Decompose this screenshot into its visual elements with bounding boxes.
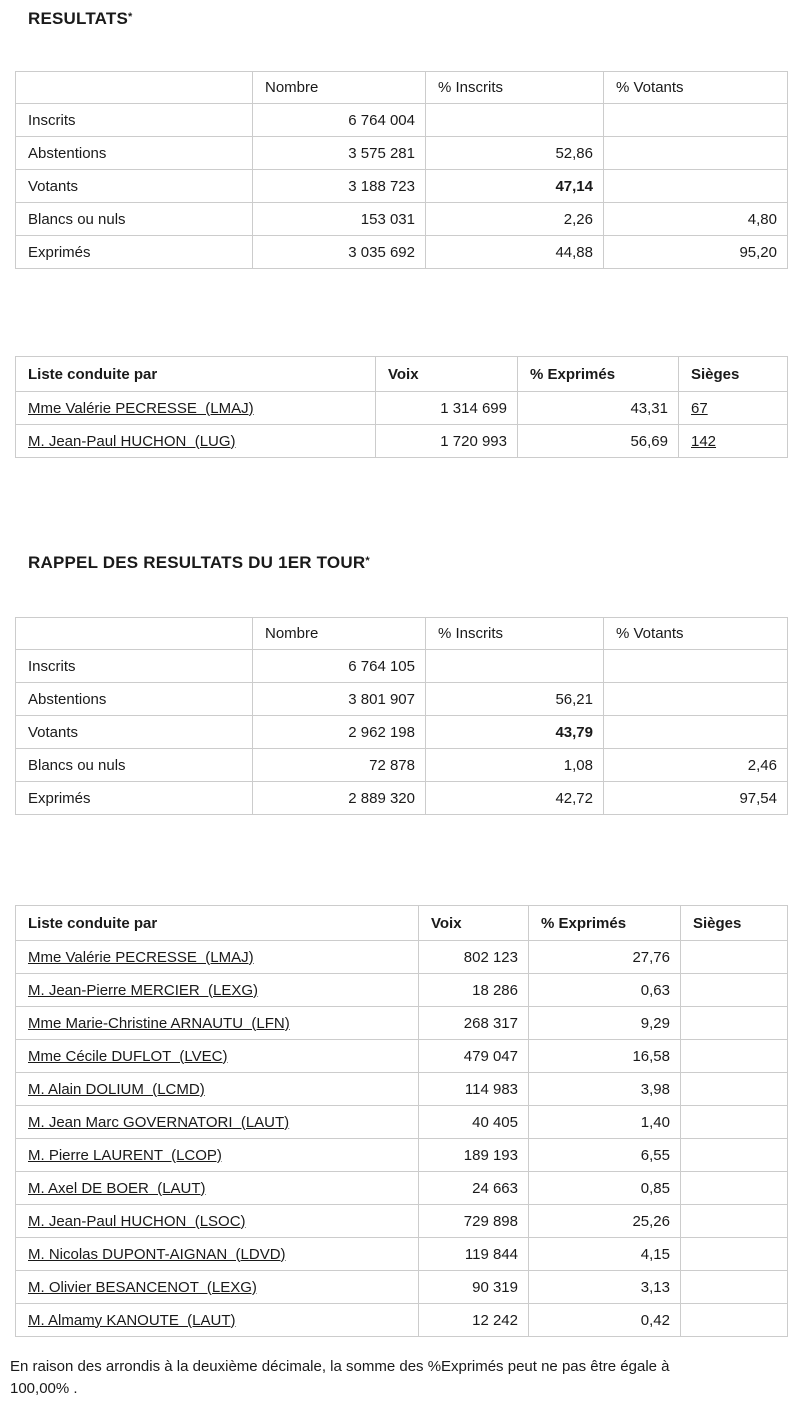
voix-cell: 802 123 (419, 941, 529, 974)
lists-header-liste: Liste conduite par (16, 357, 376, 392)
candidate-link[interactable]: M. Alain DOLIUM (LCMD) (28, 1080, 205, 1098)
sieges-cell (681, 1040, 788, 1073)
table-row (16, 1304, 788, 1337)
candidate-cell (16, 1007, 419, 1040)
pct-inscrits-cell: 42,72 (426, 782, 604, 815)
stats-header-empty (16, 72, 253, 104)
voix-cell: 12 242 (419, 1304, 529, 1337)
table-row (16, 1139, 788, 1172)
sieges-cell (681, 974, 788, 1007)
round1-lists-table (15, 905, 788, 1337)
rappel-title (28, 553, 800, 573)
stats-header-empty (16, 618, 253, 650)
row-label-cell: Exprimés (16, 236, 253, 269)
table-header-row (16, 618, 788, 650)
pct-inscrits-cell: 56,21 (426, 683, 604, 716)
lists-header-pct-exprimes: % Exprimés (518, 357, 679, 392)
sieges-link[interactable]: 142 (691, 432, 717, 450)
rounding-footnote-line1: En raison des arrondis à la deuxième décimale, la somme des %Exprimés peut ne pas être égale à (10, 1358, 670, 1375)
candidate-link[interactable]: Mme Valérie PECRESSE (LMAJ) (28, 948, 254, 966)
table-row (16, 716, 788, 749)
round2-lists-table (15, 356, 788, 458)
lists-header-sieges: Sièges (681, 906, 788, 941)
candidate-link[interactable]: Mme Valérie PECRESSE (LMAJ) (28, 399, 254, 417)
voix-cell: 268 317 (419, 1007, 529, 1040)
table-row (16, 236, 788, 269)
sieges-cell (681, 1139, 788, 1172)
pct-exprimes-cell: 1,40 (529, 1106, 681, 1139)
table-row (16, 1238, 788, 1271)
table-header-row (16, 72, 788, 104)
candidate-link[interactable]: M. Jean-Pierre MERCIER (LEXG) (28, 981, 259, 999)
pct-inscrits-cell: 2,26 (426, 203, 604, 236)
sieges-cell (681, 1271, 788, 1304)
pct-exprimes-cell: 0,85 (529, 1172, 681, 1205)
sieges-cell (679, 425, 788, 458)
table-row (16, 425, 788, 458)
nombre-cell: 72 878 (253, 749, 426, 782)
nombre-cell: 3 035 692 (253, 236, 426, 269)
table-row (16, 1271, 788, 1304)
table-row (16, 782, 788, 815)
pct-inscrits-cell (426, 650, 604, 683)
table-row (16, 1040, 788, 1073)
lists-header-pct-exprimes: % Exprimés (529, 906, 681, 941)
candidate-cell (16, 1106, 419, 1139)
sieges-cell (681, 1073, 788, 1106)
table-row (16, 683, 788, 716)
pct-exprimes-cell: 3,98 (529, 1073, 681, 1106)
table-row (16, 104, 788, 137)
voix-cell: 40 405 (419, 1106, 529, 1139)
table-row (16, 1073, 788, 1106)
nombre-cell: 2 889 320 (253, 782, 426, 815)
candidate-link[interactable]: M. Axel DE BOER (LAUT) (28, 1179, 206, 1197)
row-label-cell: Blancs ou nuls (16, 749, 253, 782)
table-row (16, 1172, 788, 1205)
sieges-cell (679, 392, 788, 425)
stats-header-pct-inscrits: % Inscrits (426, 72, 604, 104)
candidate-cell (16, 1304, 419, 1337)
pct-exprimes-cell: 27,76 (529, 941, 681, 974)
candidate-link[interactable]: M. Pierre LAURENT (LCOP) (28, 1146, 222, 1164)
table-row (16, 749, 788, 782)
pct-exprimes-cell: 25,26 (529, 1205, 681, 1238)
nombre-cell: 3 801 907 (253, 683, 426, 716)
nombre-cell: 6 764 004 (253, 104, 426, 137)
pct-votants-cell (604, 716, 788, 749)
table-row (16, 392, 788, 425)
results-title (28, 9, 800, 29)
voix-cell: 729 898 (419, 1205, 529, 1238)
rounding-footnote (10, 1356, 790, 1400)
pct-exprimes-cell: 4,15 (529, 1238, 681, 1271)
round1-stats-table (15, 617, 788, 815)
pct-votants-cell (604, 104, 788, 137)
sieges-cell (681, 1304, 788, 1337)
table-row (16, 650, 788, 683)
candidate-link[interactable]: M. Jean-Paul HUCHON (LUG) (28, 432, 236, 450)
candidate-link[interactable]: Mme Cécile DUFLOT (LVEC) (28, 1047, 228, 1065)
sieges-cell (681, 1106, 788, 1139)
pct-votants-cell: 4,80 (604, 203, 788, 236)
table-header-row (16, 357, 788, 392)
voix-cell: 24 663 (419, 1172, 529, 1205)
lists-header-voix: Voix (419, 906, 529, 941)
candidate-cell (16, 1172, 419, 1205)
table-header-row (16, 906, 788, 941)
table-row (16, 941, 788, 974)
pct-exprimes-cell: 43,31 (518, 392, 679, 425)
stats-header-pct-votants: % Votants (604, 618, 788, 650)
pct-inscrits-cell: 47,14 (426, 170, 604, 203)
candidate-cell (16, 1040, 419, 1073)
nombre-cell: 2 962 198 (253, 716, 426, 749)
lists-header-liste: Liste conduite par (16, 906, 419, 941)
nombre-cell: 153 031 (253, 203, 426, 236)
nombre-cell: 3 575 281 (253, 137, 426, 170)
row-label-cell: Abstentions (16, 683, 253, 716)
sieges-cell (681, 1205, 788, 1238)
sieges-cell (681, 941, 788, 974)
table-row (16, 1106, 788, 1139)
pct-exprimes-cell: 16,58 (529, 1040, 681, 1073)
row-label-cell: Votants (16, 716, 253, 749)
pct-inscrits-cell (426, 104, 604, 137)
candidate-link[interactable]: M. Olivier BESANCENOT (LEXG) (28, 1278, 257, 1296)
pct-inscrits-cell: 1,08 (426, 749, 604, 782)
candidate-link[interactable]: M. Almamy KANOUTE (LAUT) (28, 1311, 236, 1329)
candidate-link[interactable]: M. Jean-Paul HUCHON (LSOC) (28, 1212, 246, 1230)
table-row (16, 170, 788, 203)
voix-cell: 114 983 (419, 1073, 529, 1106)
nombre-cell: 6 764 105 (253, 650, 426, 683)
row-label-cell: Inscrits (16, 104, 253, 137)
pct-exprimes-cell: 0,42 (529, 1304, 681, 1337)
rappel-title-text: RAPPEL DES RESULTATS DU 1ER TOUR (28, 553, 366, 572)
pct-inscrits-cell: 52,86 (426, 137, 604, 170)
candidate-cell (16, 392, 376, 425)
results-title-text: RESULTATS (28, 9, 129, 28)
table-row (16, 137, 788, 170)
pct-inscrits-cell: 43,79 (426, 716, 604, 749)
round2-stats-table (15, 71, 788, 269)
rounding-footnote-line2: 100,00% . (10, 1380, 78, 1397)
candidate-link[interactable]: M. Nicolas DUPONT-AIGNAN (LDVD) (28, 1245, 286, 1263)
pct-votants-cell: 2,46 (604, 749, 788, 782)
rappel-title-asterisk: * (365, 555, 370, 567)
pct-exprimes-cell: 3,13 (529, 1271, 681, 1304)
row-label-cell: Abstentions (16, 137, 253, 170)
voix-cell: 1 314 699 (376, 392, 518, 425)
candidate-link[interactable]: Mme Marie-Christine ARNAUTU (LFN) (28, 1014, 290, 1032)
candidate-cell (16, 1205, 419, 1238)
stats-header-nombre: Nombre (253, 618, 426, 650)
sieges-cell (681, 1172, 788, 1205)
row-label-cell: Blancs ou nuls (16, 203, 253, 236)
pct-exprimes-cell: 6,55 (529, 1139, 681, 1172)
voix-cell: 479 047 (419, 1040, 529, 1073)
candidate-cell (16, 941, 419, 974)
candidate-cell (16, 1238, 419, 1271)
candidate-cell (16, 1139, 419, 1172)
candidate-cell (16, 1271, 419, 1304)
voix-cell: 18 286 (419, 974, 529, 1007)
pct-exprimes-cell: 0,63 (529, 974, 681, 1007)
lists-header-voix: Voix (376, 357, 518, 392)
sieges-cell (681, 1007, 788, 1040)
lists-header-sieges: Sièges (679, 357, 788, 392)
table-row (16, 1007, 788, 1040)
row-label-cell: Votants (16, 170, 253, 203)
pct-exprimes-cell: 56,69 (518, 425, 679, 458)
table-row (16, 974, 788, 1007)
voix-cell: 1 720 993 (376, 425, 518, 458)
pct-votants-cell (604, 683, 788, 716)
sieges-cell (681, 1238, 788, 1271)
pct-inscrits-cell: 44,88 (426, 236, 604, 269)
pct-votants-cell: 97,54 (604, 782, 788, 815)
table-row (16, 203, 788, 236)
voix-cell: 189 193 (419, 1139, 529, 1172)
stats-header-pct-votants: % Votants (604, 72, 788, 104)
stats-header-pct-inscrits: % Inscrits (426, 618, 604, 650)
candidate-cell (16, 1073, 419, 1106)
voix-cell: 119 844 (419, 1238, 529, 1271)
pct-votants-cell (604, 137, 788, 170)
table-row (16, 1205, 788, 1238)
row-label-cell: Exprimés (16, 782, 253, 815)
row-label-cell: Inscrits (16, 650, 253, 683)
candidate-cell (16, 425, 376, 458)
candidate-link[interactable]: M. Jean Marc GOVERNATORI (LAUT) (28, 1113, 290, 1131)
pct-votants-cell: 95,20 (604, 236, 788, 269)
nombre-cell: 3 188 723 (253, 170, 426, 203)
pct-votants-cell (604, 650, 788, 683)
voix-cell: 90 319 (419, 1271, 529, 1304)
sieges-link[interactable]: 67 (691, 399, 708, 417)
stats-header-nombre: Nombre (253, 72, 426, 104)
pct-votants-cell (604, 170, 788, 203)
pct-exprimes-cell: 9,29 (529, 1007, 681, 1040)
candidate-cell (16, 974, 419, 1007)
results-title-asterisk: * (128, 11, 133, 23)
